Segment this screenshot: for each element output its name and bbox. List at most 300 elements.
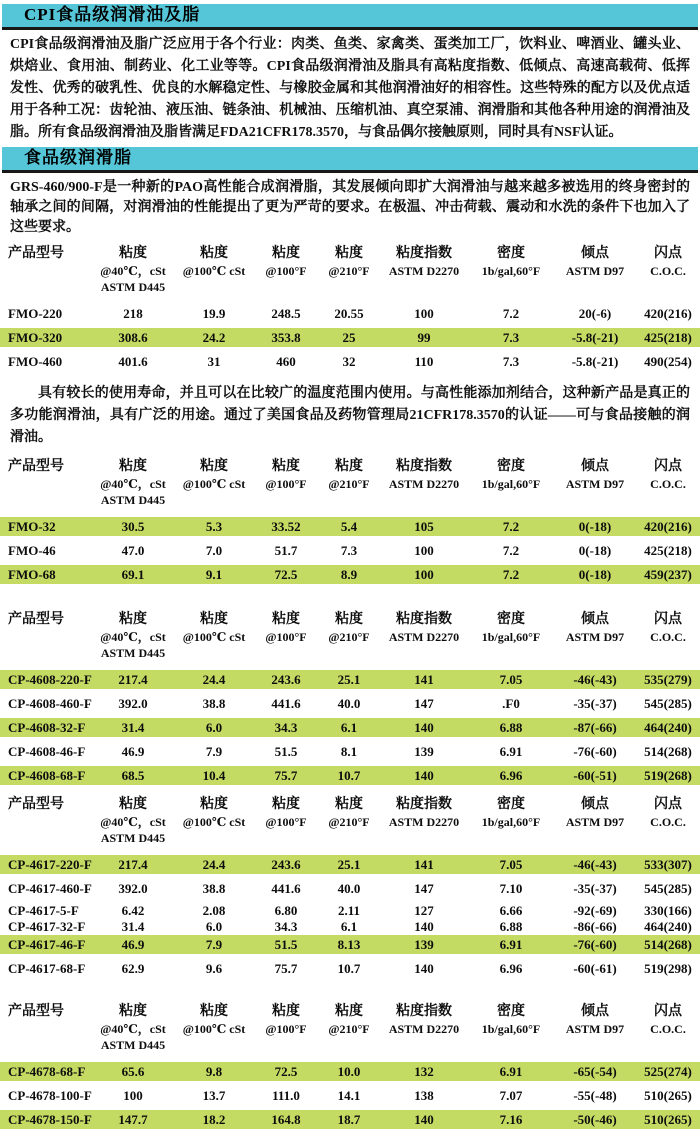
table-row [0,541,700,560]
column-title: 粘度 [335,797,363,812]
column-title: 粘度 [200,797,228,812]
value-cell: -92(-69) [573,903,617,918]
value-cell: 6.0 [205,919,223,934]
value-cell: 51.5 [274,937,298,952]
column-title: 闪点 [654,246,682,261]
value-cell: 141 [414,857,434,872]
value-cell: 140 [414,720,434,735]
column-subtitle: @100°F [265,815,307,829]
value-cell: 353.8 [271,330,301,345]
column-title: 粘度 [272,1004,300,1019]
column-header [174,244,254,279]
column-header [318,1002,380,1037]
value-cell: -65(-54) [573,1064,617,1079]
table-header-row [0,244,700,295]
column-title: 粘度 [335,246,363,261]
column-header [0,610,92,629]
column-header [554,1002,636,1037]
column-subtitle: @40℃，cSt [100,477,166,491]
value-cell: 38.8 [202,881,226,896]
value-cell: -76(-60) [573,744,617,759]
column-subtitle: @210°F [328,815,370,829]
value-cell: 535(279) [644,672,692,687]
value-cell: 6.96 [499,768,523,783]
column-subtitle: @100°F [265,264,307,278]
column-header [0,1002,92,1021]
value-cell: -76(-60) [573,937,617,952]
value-cell: 441.6 [271,881,301,896]
column-header [0,244,92,263]
value-cell: 2.11 [337,903,361,918]
value-cell: 308.6 [118,330,148,345]
column-subtitle: 1b/gal,60°F [481,630,541,644]
column-subtitle: @40℃，cSt [100,264,166,278]
value-cell: -87(-66) [573,720,617,735]
value-cell: 0(-18) [578,543,612,558]
column-header [554,795,636,830]
column-title: 粘度指数 [396,459,452,474]
value-cell: 46.9 [121,744,145,759]
value-cell: 140 [414,1112,434,1127]
column-subtitle: @100℃ cSt [182,477,246,491]
product-model: CP-4678-100-F [8,1088,92,1103]
value-cell: 6.91 [499,1064,523,1079]
table-row [0,959,700,978]
column-header [636,244,700,279]
value-cell: 248.5 [271,306,301,321]
product-model: CP-4617-460-F [8,881,92,896]
product-model: CP-4678-150-F [8,1112,92,1127]
column-header [174,457,254,492]
column-header [468,457,554,492]
value-cell: 217.4 [118,672,148,687]
value-cell: 69.1 [121,567,145,582]
value-cell: 100 [414,306,434,321]
column-header [92,1002,174,1053]
value-cell: 31.4 [121,720,145,735]
value-cell: 40.0 [337,696,361,711]
table-header-row [0,1002,700,1053]
column-header [318,457,380,492]
value-cell: 20(-6) [578,306,612,321]
column-title: 产品型号 [8,246,64,261]
table-row [0,1110,700,1129]
column-subtitle: @210°F [328,1022,370,1036]
value-cell: -5.8(-21) [571,330,619,345]
column-subtitle: ASTM D445 [100,646,166,660]
value-cell: 111.0 [272,1088,300,1103]
column-subtitle: ASTM D97 [565,477,625,491]
column-title: 粘度 [272,459,300,474]
column-subtitle: 1b/gal,60°F [481,815,541,829]
product-model: FMO-320 [8,330,63,345]
value-cell: 25 [342,330,356,345]
value-cell: 7.2 [502,519,520,534]
column-title: 粘度 [200,1004,228,1019]
table-fmo-heavy [0,244,700,371]
value-cell: 72.5 [274,1064,298,1079]
column-header [468,1002,554,1037]
value-cell: 127 [414,903,434,918]
value-cell: 18.2 [202,1112,226,1127]
value-cell: 7.05 [499,672,523,687]
column-subtitle: ASTM D97 [565,630,625,644]
value-cell: 31.4 [121,919,145,934]
column-subtitle: ASTM D97 [565,815,625,829]
value-cell: 217.4 [118,857,148,872]
column-header [468,610,554,645]
column-header [92,244,174,295]
value-cell: -60(-51) [573,768,617,783]
column-subtitle: ASTM D2270 [388,630,460,644]
column-subtitle: ASTM D2270 [388,815,460,829]
product-model: CP-4608-32-F [8,720,86,735]
section-title-grease [2,147,698,173]
column-subtitle: ASTM D445 [100,493,166,507]
product-model: FMO-68 [8,567,56,582]
value-cell: 13.7 [202,1088,226,1103]
product-model: CP-4617-32-F [8,919,86,934]
column-title: 粘度 [272,797,300,812]
column-title: 粘度 [272,246,300,261]
column-title: 倾点 [581,459,609,474]
column-title: 闪点 [654,459,682,474]
value-cell: 519(298) [644,961,692,976]
column-subtitle: @100℃ cSt [182,815,246,829]
value-cell: 33.52 [271,519,301,534]
column-header [92,457,174,508]
column-title: 粘度 [119,246,147,261]
value-cell: 464(240) [644,720,692,735]
section-title-main-text: CPI食品级润滑油及脂 [24,5,201,24]
value-cell: 6.1 [340,720,358,735]
product-model: CP-4608-220-F [8,672,92,687]
value-cell: 525(274) [644,1064,692,1079]
value-cell: 31 [207,354,221,369]
value-cell: -55(-48) [573,1088,617,1103]
value-cell: 243.6 [271,672,301,687]
value-cell: 5.3 [205,519,223,534]
value-cell: 7.2 [502,567,520,582]
column-title: 粘度指数 [396,246,452,261]
value-cell: 140 [414,919,434,934]
column-subtitle: @40℃，cSt [100,630,166,644]
value-cell: 24.2 [202,330,226,345]
value-cell: 47.0 [121,543,145,558]
product-model: FMO-46 [8,543,56,558]
column-header [174,795,254,830]
column-header [554,457,636,492]
value-cell: -35(-37) [573,696,617,711]
value-cell: -86(-66) [573,919,617,934]
value-cell: 6.66 [499,903,523,918]
value-cell: 7.05 [499,857,523,872]
value-cell: 6.91 [499,937,523,952]
value-cell: 65.6 [121,1064,145,1079]
column-subtitle: @100℃ cSt [182,630,246,644]
value-cell: .F0 [502,696,520,711]
column-title: 产品型号 [8,1004,64,1019]
grease-paragraph: GRS-460/900-F是一种新的PAO高性能合成润滑脂，其发展倾向即扩大润滑油与越来越多被选用的终身密封的轴承之间的间隔，对润滑油的性能提出了更为严苛的要求。在极温、冲击荷载、震动和水洗的条件下也加入了这些要求。 [10,180,690,235]
value-cell: 140 [414,961,434,976]
column-subtitle: 1b/gal,60°F [481,264,541,278]
column-header [380,610,468,645]
column-header [380,244,468,279]
value-cell: 218 [123,306,143,321]
value-cell: 100 [414,543,434,558]
column-subtitle: ASTM D2270 [388,1022,460,1036]
value-cell: 425(218) [644,543,692,558]
value-cell: -5.8(-21) [571,354,619,369]
column-subtitle: @210°F [328,477,370,491]
column-header [254,795,318,830]
table-row [0,304,700,323]
column-header [254,1002,318,1037]
value-cell: 6.42 [121,903,145,918]
table-row [0,855,700,874]
value-cell: -46(-43) [573,857,617,872]
column-title: 粘度 [119,797,147,812]
column-title: 密度 [497,797,525,812]
value-cell: 100 [123,1088,143,1103]
value-cell: -46(-43) [573,672,617,687]
column-header [554,610,636,645]
column-title: 密度 [497,612,525,627]
table-row [0,718,700,737]
column-header [254,610,318,645]
column-subtitle: ASTM D2270 [388,264,460,278]
column-header [636,610,700,645]
column-header [468,795,554,830]
value-cell: 51.5 [274,744,298,759]
product-model: CP-4608-46-F [8,744,86,759]
product-model: CP-4678-68-F [8,1064,86,1079]
column-title: 粘度指数 [396,797,452,812]
column-title: 产品型号 [8,459,64,474]
product-model: FMO-32 [8,519,56,534]
table-cp4678 [0,1002,700,1129]
value-cell: 6.96 [499,961,523,976]
value-cell: 545(285) [644,696,692,711]
column-subtitle: C.O.C. [650,477,686,491]
intro-paragraph: CPI食品级润滑油及脂广泛应用于各个行业：肉类、鱼类、家禽类、蛋类加工厂，饮料业、啤酒业、罐头业、烘焙业、食用油、制药业、化工业等等。CPI食品级润滑油及脂具有高粘度指数、低倾点、高速高载荷、低挥发性、优秀的破乳性、优良的水解稳定性、与橡胶金属和其他润滑油好的相容性。这些特殊的配方以及优点适用于各种工况：齿轮油、液压油、链条油、机械油、压缩机油、真空泵浦、润滑脂和其他各种用途的润滑油及脂。所有食品级润滑油及脂皆满足FDA21CFR178.3570，与食品偶尔接触原则，同时具有NSF认证。 [10,37,690,140]
table-row [0,919,700,934]
value-cell: 490(254) [644,354,692,369]
column-title: 粘度 [272,612,300,627]
value-cell: 7.2 [502,306,520,321]
value-cell: 533(307) [644,857,692,872]
value-cell: 24.4 [202,857,226,872]
value-cell: 6.80 [274,903,298,918]
value-cell: 147 [414,881,434,896]
column-title: 产品型号 [8,612,64,627]
value-cell: 138 [414,1088,434,1103]
value-cell: 6.88 [499,919,523,934]
value-cell: 2.08 [202,903,226,918]
column-title: 粘度 [119,612,147,627]
value-cell: 7.07 [499,1088,523,1103]
column-header [318,244,380,279]
value-cell: 40.0 [337,881,361,896]
value-cell: 7.10 [499,881,523,896]
column-subtitle: @100℃ cSt [182,264,246,278]
value-cell: 75.7 [274,768,298,783]
column-header [0,457,92,476]
value-cell: 38.8 [202,696,226,711]
value-cell: -50(-46) [573,1112,617,1127]
column-title: 倾点 [581,1004,609,1019]
value-cell: 464(240) [644,919,692,934]
column-title: 粘度 [200,246,228,261]
value-cell: 24.4 [202,672,226,687]
value-cell: 140 [414,768,434,783]
value-cell: 7.16 [499,1112,523,1127]
column-title: 产品型号 [8,797,64,812]
value-cell: 425(218) [644,330,692,345]
product-model: CP-4617-220-F [8,857,92,872]
value-cell: 10.4 [202,768,226,783]
value-cell: 10.7 [337,768,361,783]
column-subtitle: ASTM D97 [565,264,625,278]
value-cell: 8.13 [337,937,361,952]
value-cell: 9.8 [205,1064,223,1079]
datasheet-page [0,4,700,1138]
value-cell: 147.7 [118,1112,148,1127]
column-subtitle: C.O.C. [650,1022,686,1036]
column-header [92,610,174,661]
product-model: CP-4617-68-F [8,961,86,976]
value-cell: 7.3 [502,354,520,369]
value-cell: 14.1 [337,1088,361,1103]
table-row [0,352,700,371]
column-title: 闪点 [654,797,682,812]
column-header [174,1002,254,1037]
value-cell: 460 [276,354,296,369]
value-cell: 46.9 [121,937,145,952]
column-subtitle: @100°F [265,1022,307,1036]
value-cell: 243.6 [271,857,301,872]
value-cell: 10.0 [337,1064,361,1079]
value-cell: 110 [414,354,434,369]
section-title-main [2,4,698,30]
value-cell: 7.3 [502,330,520,345]
value-cell: 62.9 [121,961,145,976]
table-row [0,903,700,918]
value-cell: 514(268) [644,937,692,952]
value-cell: 420(216) [644,519,692,534]
value-cell: 510(265) [644,1112,692,1127]
column-title: 粘度 [200,459,228,474]
value-cell: 392.0 [118,881,148,896]
column-header [380,1002,468,1037]
product-model: FMO-460 [8,354,63,369]
table-header-row [0,457,700,508]
value-cell: 132 [414,1064,434,1079]
column-header [554,244,636,279]
value-cell: 6.91 [499,744,523,759]
column-subtitle: @100°F [265,477,307,491]
value-cell: 519(268) [644,768,692,783]
column-title: 闪点 [654,612,682,627]
value-cell: 164.8 [271,1112,301,1127]
column-title: 闪点 [654,1004,682,1019]
value-cell: 7.2 [502,543,520,558]
value-cell: 5.4 [340,519,358,534]
table-cp4608 [0,610,700,785]
value-cell: 6.0 [205,720,223,735]
column-subtitle: ASTM D2270 [388,477,460,491]
column-title: 粘度 [335,612,363,627]
value-cell: 34.3 [274,919,298,934]
column-header [92,795,174,846]
column-title: 密度 [497,1004,525,1019]
column-header [468,244,554,279]
value-cell: 30.5 [121,519,145,534]
table-cp4617 [0,795,700,978]
value-cell: 545(285) [644,881,692,896]
column-subtitle: C.O.C. [650,630,686,644]
value-cell: 0(-18) [578,567,612,582]
column-header [254,244,318,279]
value-cell: 19.9 [202,306,226,321]
product-model: CP-4617-5-F [8,903,79,918]
value-cell: 68.5 [121,768,145,783]
table-row [0,1062,700,1081]
table-fmo-light [0,457,700,584]
product-model: CP-4617-46-F [8,937,86,952]
column-subtitle: C.O.C. [650,815,686,829]
value-cell: 459(237) [644,567,692,582]
column-header [318,795,380,830]
value-cell: 7.9 [205,937,223,952]
value-cell: 147 [414,696,434,711]
value-cell: 9.6 [205,961,223,976]
column-title: 密度 [497,246,525,261]
table-row [0,565,700,584]
table-row [0,670,700,689]
value-cell: 105 [414,519,434,534]
value-cell: 7.9 [205,744,223,759]
value-cell: 6.88 [499,720,523,735]
product-model: FMO-220 [8,306,63,321]
value-cell: 7.0 [205,543,223,558]
table-row [0,1086,700,1105]
value-cell: 139 [414,937,434,952]
column-subtitle: 1b/gal,60°F [481,1022,541,1036]
column-subtitle: ASTM D445 [100,280,166,294]
column-title: 倾点 [581,246,609,261]
product-model: CP-4608-460-F [8,696,92,711]
value-cell: 8.1 [340,744,358,759]
column-title: 粘度 [200,612,228,627]
column-title: 粘度 [119,1004,147,1019]
column-title: 粘度指数 [396,612,452,627]
column-subtitle: C.O.C. [650,264,686,278]
mid-paragraph: 具有较长的使用寿命，并且可以在比较广的温度范围内使用。与高性能添加剂结合，这种新产品是真正的多功能润滑油，具有广泛的用途。通过了美国食品及药物管理局21CFR178.3570的认证——可与食品接触的润滑油。 [10,386,690,445]
value-cell: 6.1 [340,919,358,934]
value-cell: 25.1 [337,857,361,872]
value-cell: 0(-18) [578,519,612,534]
value-cell: 441.6 [271,696,301,711]
table-row [0,879,700,898]
value-cell: 72.5 [274,567,298,582]
table-row [0,742,700,761]
table-row [0,694,700,713]
value-cell: 51.7 [274,543,298,558]
value-cell: 141 [414,672,434,687]
value-cell: 99 [417,330,431,345]
column-subtitle: @100℃ cSt [182,1022,246,1036]
